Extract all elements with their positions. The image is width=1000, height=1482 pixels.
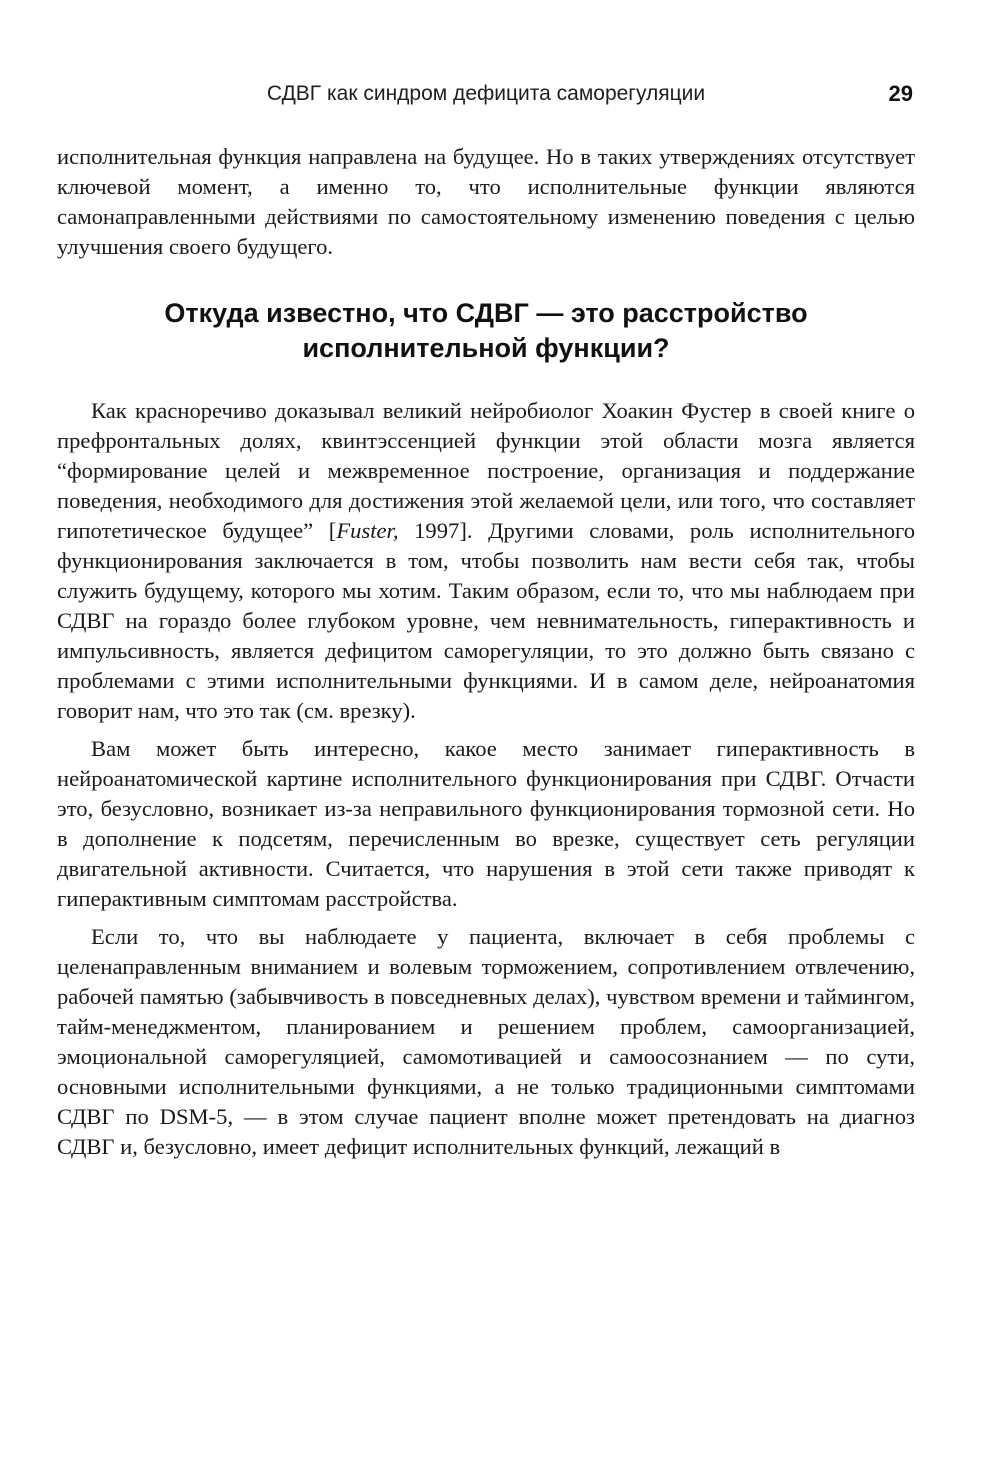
- paragraph-fuster-text-1: Как красноречиво доказывал великий нейробиолог Хоакин Фустер в своей книге о префронтальных долях, квинтэссенцией функции этой области мозга является “формирование целей и межвременное построение, организация и поддержание поведения, необходимого для достижения этой желаемой цели, или того, что составляет гипотетическое будущее” [: [57, 398, 915, 543]
- paragraph-hyperactivity: Вам может быть интересно, какое место занимает гиперактивность в нейроанатомической картине исполнительного функционирования при СДВГ. Отчасти это, безусловно, возникает из-за неправильного функционирования тормозной сети. Но в дополнение к подсетям, перечисленным во врезке, существует сеть регуляции двигательной активности. Считается, что нарушения в этой сети также приводят к гиперактивным симптомам расстройства.: [57, 736, 915, 911]
- section-heading: [57, 296, 915, 366]
- running-head-title: СДВГ как синдром дефицита саморегуляции: [266, 82, 706, 105]
- paragraph-continued: исполнительная функция направлена на будущее. Но в таких утверждениях отсутствует ключевой момент, а именно то, что исполнительные функции являются самонаправленными действиями по самостоятельному изменению поведения с целью улучшения своего будущего.: [57, 144, 915, 259]
- running-head: [57, 76, 915, 112]
- page-number: 29: [888, 81, 913, 106]
- section-heading-line-1: Откуда известно, что СДВГ — это расстройство: [164, 298, 808, 328]
- paragraph-fuster: [57, 396, 915, 726]
- paragraph-fuster-text-2: 1997]. Другими словами, роль исполнительного функционирования заключается в том, чтобы позволить нам вести себя так, чтобы служить будущему, которого мы хотим. Таким образом, если то, что мы наблюдаем при СДВГ на гораздо более глубоком уровне, чем невнимательность, гиперактивность и импульсивность, является дефицитом саморегуляции, то это должно быть связано с проблемами с этими исполнительными функциями. И в самом деле, нейроанатомия говорит нам, что это так (см. врезку).: [57, 518, 915, 723]
- book-page: [57, 0, 915, 1482]
- paragraph-diagnosis: Если то, что вы наблюдаете у пациента, включает в себя проблемы с целенаправленным вниманием и волевым торможением, сопротивлением отвлечению, рабочей памятью (забывчивость в повседневных делах), чувством времени и таймингом, тайм-менеджментом, планированием и решением проблем, самоорганизацией, эмоциональной саморегуляцией, самомотивацией и самоосознанием — по сути, основными исполнительными функциями, а не только традиционными симптомами СДВГ по DSM-5, — в этом случае пациент вполне может претендовать на диагноз СДВГ и, безусловно, имеет дефицит исполнительных функций, лежащий в: [57, 924, 915, 1159]
- citation-author: Fuster,: [336, 518, 399, 543]
- body-text: [57, 142, 915, 1162]
- section-heading-line-2: исполнительной функции?: [302, 333, 670, 363]
